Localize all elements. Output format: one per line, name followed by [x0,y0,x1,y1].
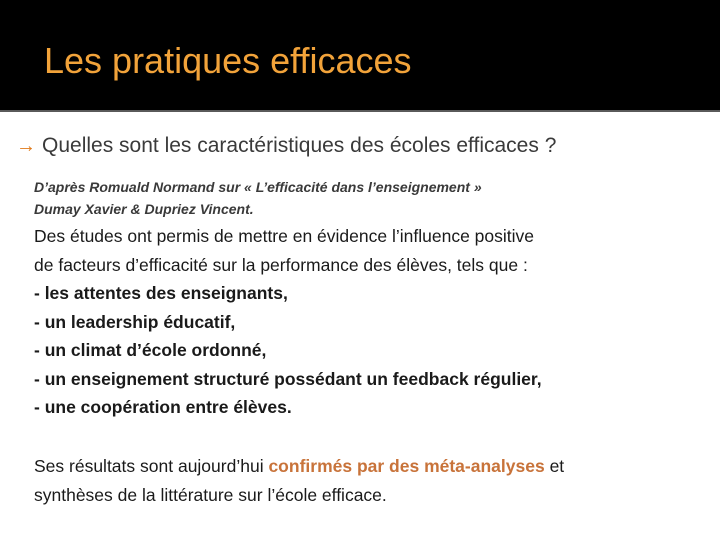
list-item: - un climat d’école ordonné, [34,340,267,360]
list-item: - un enseignement structuré possédant un feedback régulier, [34,368,542,389]
source-line-2: Dumay Xavier & Dupriez Vincent. [34,201,254,217]
list-item: - une coopération entre élèves. [34,397,292,417]
closing-text-end: et [544,456,565,476]
intro-line-1: Des études ont permis de mettre en évidence l’influence positive [34,226,534,246]
question-heading-text: Quelles sont les caractéristiques des écoles efficaces ? [42,134,557,157]
arrow-bullet-icon: → [16,135,36,157]
title-bar [0,0,720,112]
closing-line-2: synthèses de la littérature sur l’école efficace. [34,484,387,505]
intro-paragraph [34,222,542,422]
question-heading [16,134,556,158]
source-citation [34,176,482,220]
source-line-1: D’après Romuald Normand sur « L’efficacité dans l’enseignement » [34,179,482,195]
closing-highlight: confirmés par des méta-analyses [268,456,545,476]
closing-paragraph [34,452,564,509]
closing-line-1 [34,452,564,481]
list-item: - les attentes des enseignants, [34,283,288,303]
list-item: - un leadership éducatif, [34,311,236,332]
closing-text-start: Ses résultats sont aujourd’hui [34,456,269,476]
intro-line-2: de facteurs d’efficacité sur la performance des élèves, tels que : [34,254,528,275]
slide-title: Les pratiques efficaces [44,40,412,81]
